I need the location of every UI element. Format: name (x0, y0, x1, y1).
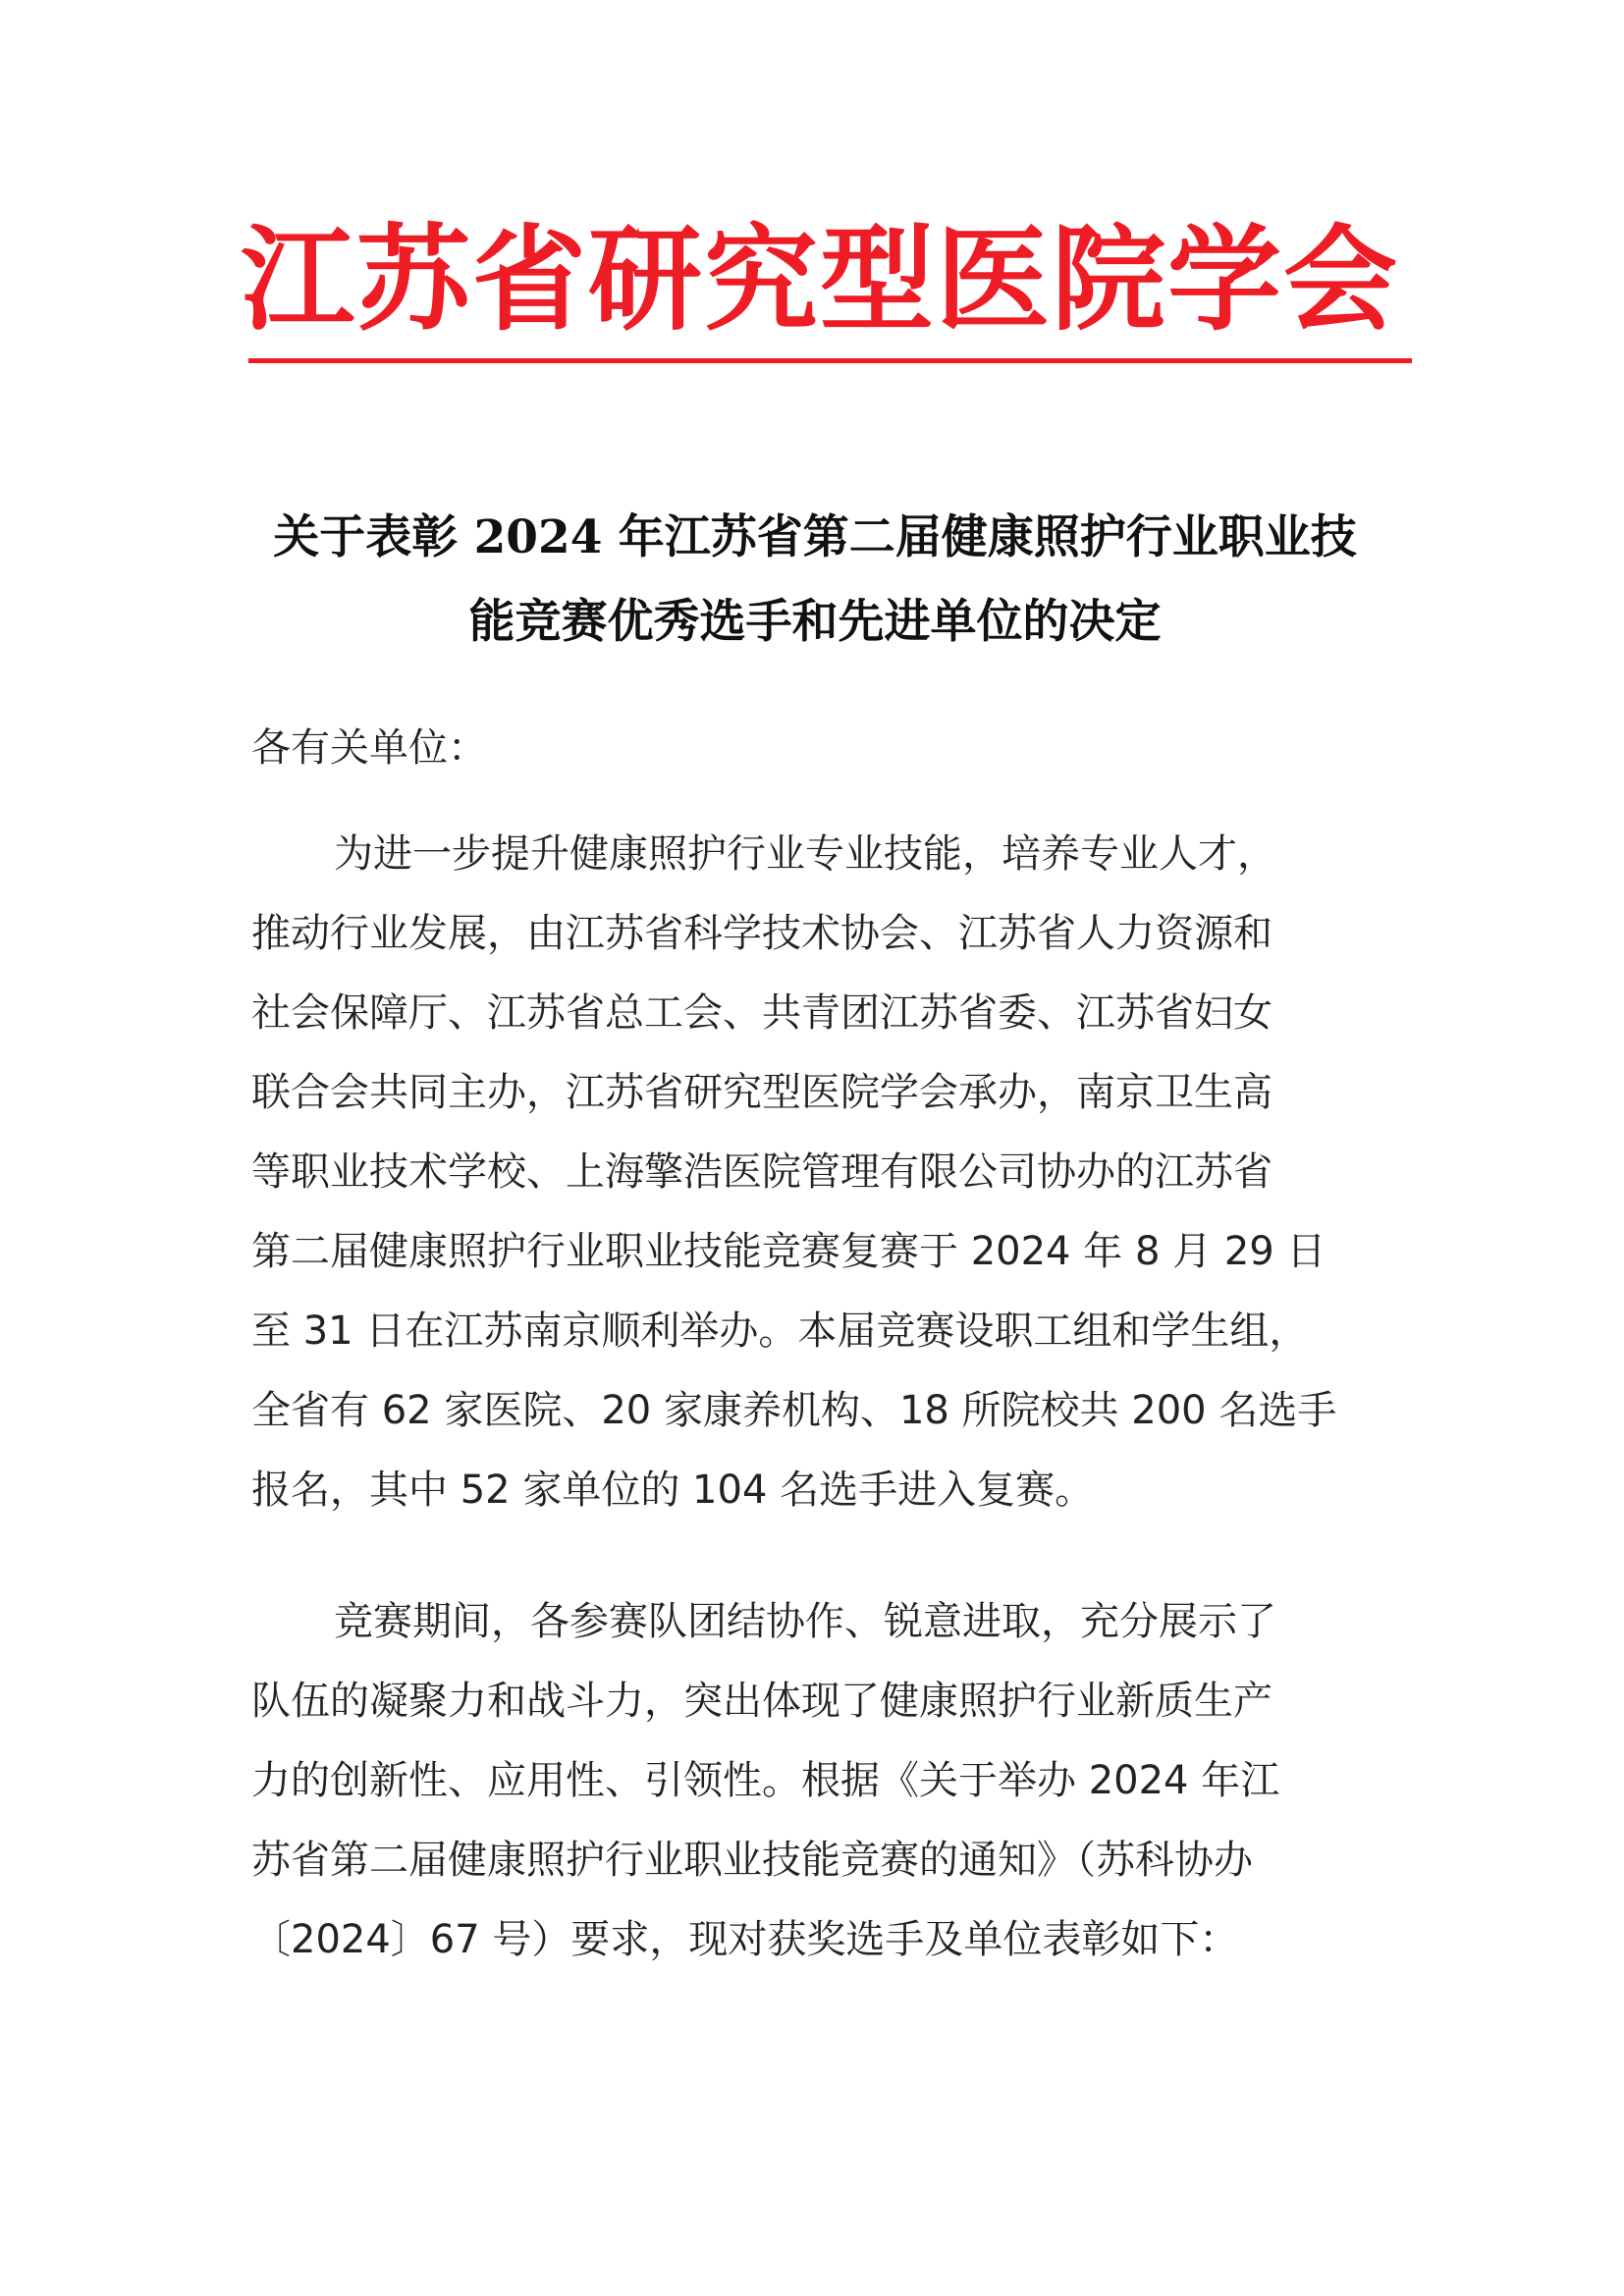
document-title-line: 能竞赛优秀选手和先进单位的决定 (468, 595, 1162, 649)
paragraph-line: 报名，其中 52 家单位的 104 名选手进入复赛。 (251, 1468, 1095, 1513)
paragraph-line: 苏省第二届健康照护行业职业技能竞赛的通知》（苏科协办 (251, 1838, 1253, 1883)
salutation: 各有关单位： (251, 725, 487, 771)
paragraph-line: 力的创新性、应用性、引领性。根据《关于举办 2024 年江 (251, 1758, 1280, 1803)
org-header-title: 江苏省研究型医院学会 (241, 213, 1399, 347)
paragraph-line: 联合会共同主办，江苏省研究型医院学会承办，南京卫生高 (251, 1070, 1272, 1115)
paragraph-line: 全省有 62 家医院、20 家康养机构、18 所院校共 200 名选手 (251, 1388, 1337, 1433)
paragraph-line: 为进一步提升健康照护行业专业技能，培养专业人才， (334, 831, 1276, 877)
paragraph-line: 推动行业发展，由江苏省科学技术协会、江苏省人力资源和 (251, 911, 1272, 956)
paragraph-line: 队伍的凝聚力和战斗力，突出体现了健康照护行业新质生产 (251, 1679, 1272, 1724)
paragraph-line: 至 31 日在江苏南京顺利举办。本届竞赛设职工组和学生组， (251, 1308, 1309, 1354)
body-paragraph (251, 1582, 1390, 1980)
paragraph-line: 竞赛期间，各参赛队团结协作、锐意进取，充分展示了 (334, 1599, 1276, 1644)
paragraph-line: 社会保障厅、江苏省总工会、共青团江苏省委、江苏省妇女 (251, 990, 1272, 1036)
body-paragraph (251, 815, 1390, 1530)
paragraph-line: 等职业技术学校、上海擎浩医院管理有限公司协办的江苏省 (251, 1149, 1272, 1195)
paragraph-line: 第二届健康照护行业职业技能竞赛复赛于 2024 年 8 月 29 日 (251, 1229, 1326, 1274)
paragraph-line: 〔2024〕67 号）要求，现对获奖选手及单位表彰如下： (251, 1917, 1239, 1962)
document-title-line: 关于表彰 2024 年江苏省第二届健康照护行业职业技 (273, 510, 1357, 564)
header-red-rule (248, 358, 1412, 363)
document-title (245, 496, 1384, 665)
